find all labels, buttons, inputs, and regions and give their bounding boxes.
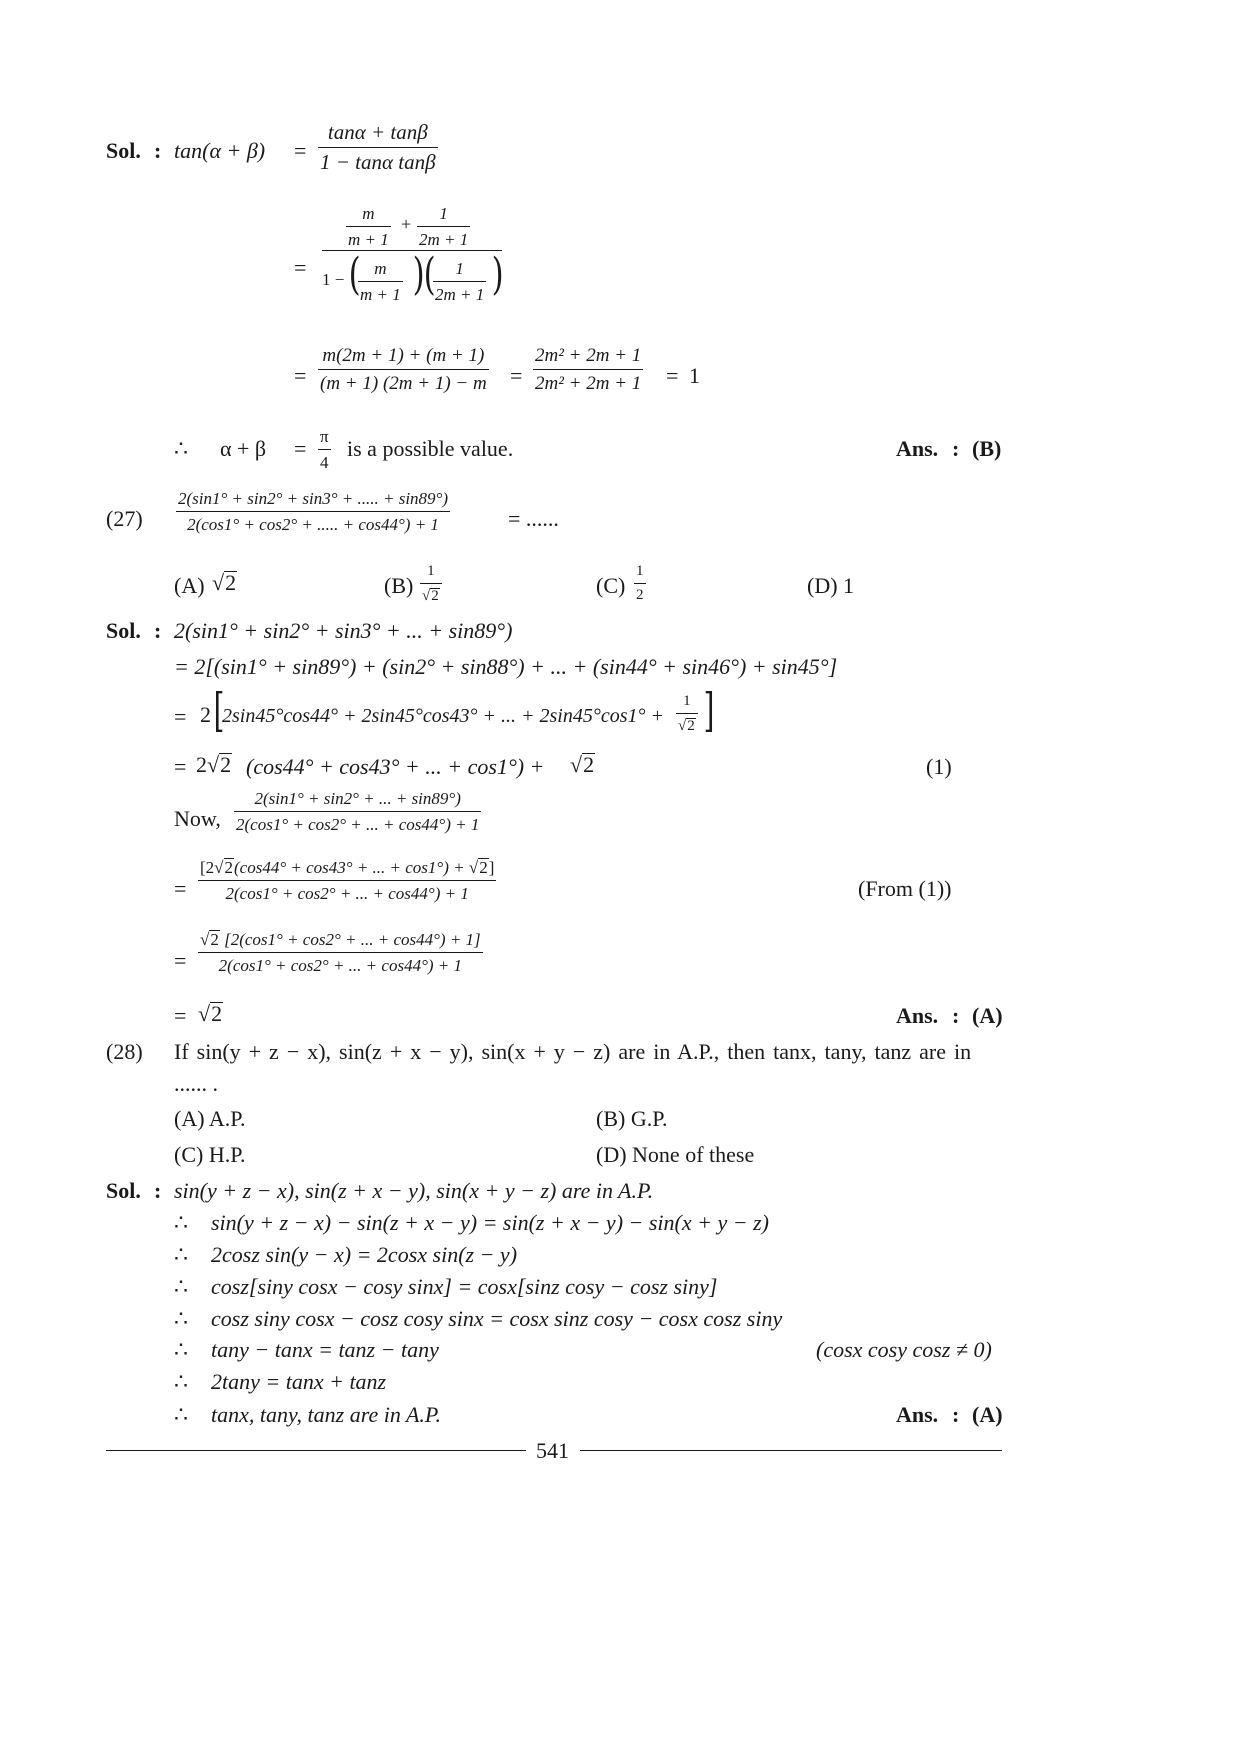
question-number: (27) xyxy=(106,506,143,531)
polynomial-fraction: 2m² + 2m + 1 2m² + 2m + 1 xyxy=(535,345,642,394)
sol27-line4: (cos44° + cos43° + ... + cos1°) + xyxy=(246,754,545,779)
sol28-line4: cosz siny cosx − cosz cosy sinx = cosx sinz cosy − cosx cosz siny xyxy=(211,1306,783,1331)
pi-over-four: π 4 xyxy=(320,427,329,472)
right-paren: ) xyxy=(412,249,425,300)
equals-sign: = xyxy=(294,255,307,280)
answer-label: Ans. xyxy=(896,1402,939,1427)
tan-sum-lhs: tan(α + β) xyxy=(174,138,266,163)
therefore-symbol: ∴ xyxy=(174,1369,188,1394)
substituted-fraction: [2√2(cos44° + cos43° + ... + cos1°) + √2] 2(cos1° + cos2° + ... + cos44°) + 1 xyxy=(200,858,495,903)
sol28-line5: tany − tanx = tanz − tany xyxy=(211,1337,439,1362)
footer-rule-left xyxy=(106,1450,526,1451)
equals-sign: = xyxy=(174,876,187,901)
option-a-value: √2 xyxy=(212,570,237,595)
equals-sign: = xyxy=(174,704,187,729)
left-bracket: [ xyxy=(213,683,225,737)
therefore-symbol: ∴ xyxy=(174,1337,188,1362)
sol-colon: : xyxy=(154,618,162,643)
therefore-symbol: ∴ xyxy=(174,1274,188,1299)
right-bracket: ] xyxy=(703,683,715,737)
tan-sum-formula: tanα + tanβ 1 − tanα tanβ xyxy=(320,120,436,174)
therefore-symbol: ∴ xyxy=(174,1242,188,1267)
equals-sign: = xyxy=(294,363,307,388)
footer-rule-right xyxy=(580,1450,1002,1451)
root-two-result: √2 xyxy=(198,1001,223,1026)
alpha-plus-beta: α + β xyxy=(220,436,267,461)
possible-value-text: is a possible value. xyxy=(347,436,514,461)
equals-sign: = xyxy=(174,754,187,779)
therefore-symbol: ∴ xyxy=(174,1402,188,1427)
sol28-line3: cosz[siny cosx − cosy sinx] = cosx[sinz cosy − cosz siny] xyxy=(211,1274,718,1299)
option-c-value: 1 2 xyxy=(636,563,644,603)
option-b-value: 1 √2 xyxy=(420,564,442,604)
left-paren: ( xyxy=(348,249,361,300)
answer-label: Ans. xyxy=(896,1003,939,1028)
sol27-line2: = 2[(sin1° + sin89°) + (sin2° + sin88°) + ... + (sin44° + sin46°) + sin45°] xyxy=(174,654,838,679)
two-coefficient: 2 xyxy=(200,702,211,727)
fraction-m-over-m1-b: m m + 1 xyxy=(360,259,401,304)
answer-value: (B) xyxy=(972,436,1002,461)
option-a-label: (A) xyxy=(174,573,205,598)
fraction-1-over-2m1: 1 2m + 1 xyxy=(419,204,469,249)
option-d: (D) None of these xyxy=(596,1142,755,1167)
sol28-line2: 2cosz sin(y − x) = 2cosx sin(z − y) xyxy=(211,1242,518,1267)
option-a: (A) A.P. xyxy=(174,1106,246,1131)
equals-sign: = xyxy=(174,948,187,973)
question-28-continuation: ...... . xyxy=(174,1071,218,1096)
sol-colon: : xyxy=(154,1178,162,1203)
fraction-1-over-2m1-b: 1 2m + 1 xyxy=(435,259,485,304)
now-label: Now, xyxy=(174,806,221,831)
sol-label: Sol. xyxy=(106,1178,141,1203)
answer-colon: : xyxy=(952,1003,960,1028)
one-over-root-two: 1 √2 xyxy=(676,694,698,734)
equals-sign: = xyxy=(294,436,307,461)
sol28-line0: sin(y + z − x), sin(z + x − y), sin(x + y − z) are in A.P. xyxy=(174,1178,654,1203)
answer-colon: : xyxy=(952,1402,960,1427)
sol28-line6: 2tany = tanx + tanz xyxy=(211,1369,387,1394)
plus-sign: + xyxy=(401,214,412,234)
sol27-line3: 2sin45°cos44° + 2sin45°cos43° + ... + 2sin45°cos1° + xyxy=(222,705,664,727)
sol-label: Sol. xyxy=(106,618,141,643)
option-c-label: (C) xyxy=(596,573,626,598)
equals-sign: = xyxy=(174,1003,187,1028)
equals-sign: = xyxy=(510,363,523,388)
equals-dots: = ...... xyxy=(508,506,559,531)
root-two: √2 xyxy=(570,752,595,777)
sol27-line1: 2(sin1° + sin2° + sin3° + ... + sin89°) xyxy=(174,618,513,643)
from-ref: (From (1)) xyxy=(858,876,952,901)
left-paren: ( xyxy=(423,249,436,300)
nonzero-condition: (cosx cosy cosz ≠ 0) xyxy=(816,1337,992,1362)
equals-sign: = xyxy=(666,363,679,388)
fraction-m-over-m1: m m + 1 xyxy=(348,204,389,249)
sol-colon: : xyxy=(154,138,162,163)
sol28-line1: sin(y + z − x) − sin(z + x − y) = sin(z + x − y) − sin(x + y − z) xyxy=(211,1210,769,1235)
therefore-symbol: ∴ xyxy=(174,1306,188,1331)
option-c: (C) H.P. xyxy=(174,1142,246,1167)
result-one: 1 xyxy=(689,363,700,388)
one-minus: 1 − xyxy=(322,270,345,289)
question-27-fraction: 2(sin1° + sin2° + sin3° + ..... + sin89°) 2(cos1° + cos2° + ..... + cos44°) + 1 xyxy=(178,489,449,534)
two-root-two: 2√2 xyxy=(196,752,232,777)
now-fraction: 2(sin1° + sin2° + ... + sin89°) 2(cos1° + cos2° + ... + cos44°) + 1 xyxy=(236,789,480,834)
option-d: (D) 1 xyxy=(807,573,855,598)
answer-label: Ans. xyxy=(896,436,939,461)
sol-label: Sol. xyxy=(106,138,141,163)
equation-ref: (1) xyxy=(926,754,952,779)
simplified-fraction: m(2m + 1) + (m + 1) (m + 1) (2m + 1) − m xyxy=(320,345,487,394)
option-b: (B) G.P. xyxy=(596,1106,668,1131)
therefore-symbol: ∴ xyxy=(174,436,188,461)
question-number: (28) xyxy=(106,1039,143,1064)
right-paren: ) xyxy=(491,249,504,300)
page-number: 541 xyxy=(536,1438,569,1463)
option-b-label: (B) xyxy=(384,573,414,598)
question-28-text: If sin(y + z − x), sin(z + x − y), sin(x + y − z) are in A.P., then tanx, tany, tanz are in xyxy=(174,1039,972,1064)
answer-colon: : xyxy=(952,436,960,461)
equals-sign: = xyxy=(294,138,307,163)
answer-value: (A) xyxy=(972,1003,1003,1028)
therefore-symbol: ∴ xyxy=(174,1210,188,1235)
factored-fraction: √2 [2(cos1° + cos2° + ... + cos44°) + 1] 2(cos1° + cos2° + ... + cos44°) + 1 xyxy=(200,930,481,975)
answer-value: (A) xyxy=(972,1402,1003,1427)
sol28-line7: tanx, tany, tanz are in A.P. xyxy=(211,1402,441,1427)
